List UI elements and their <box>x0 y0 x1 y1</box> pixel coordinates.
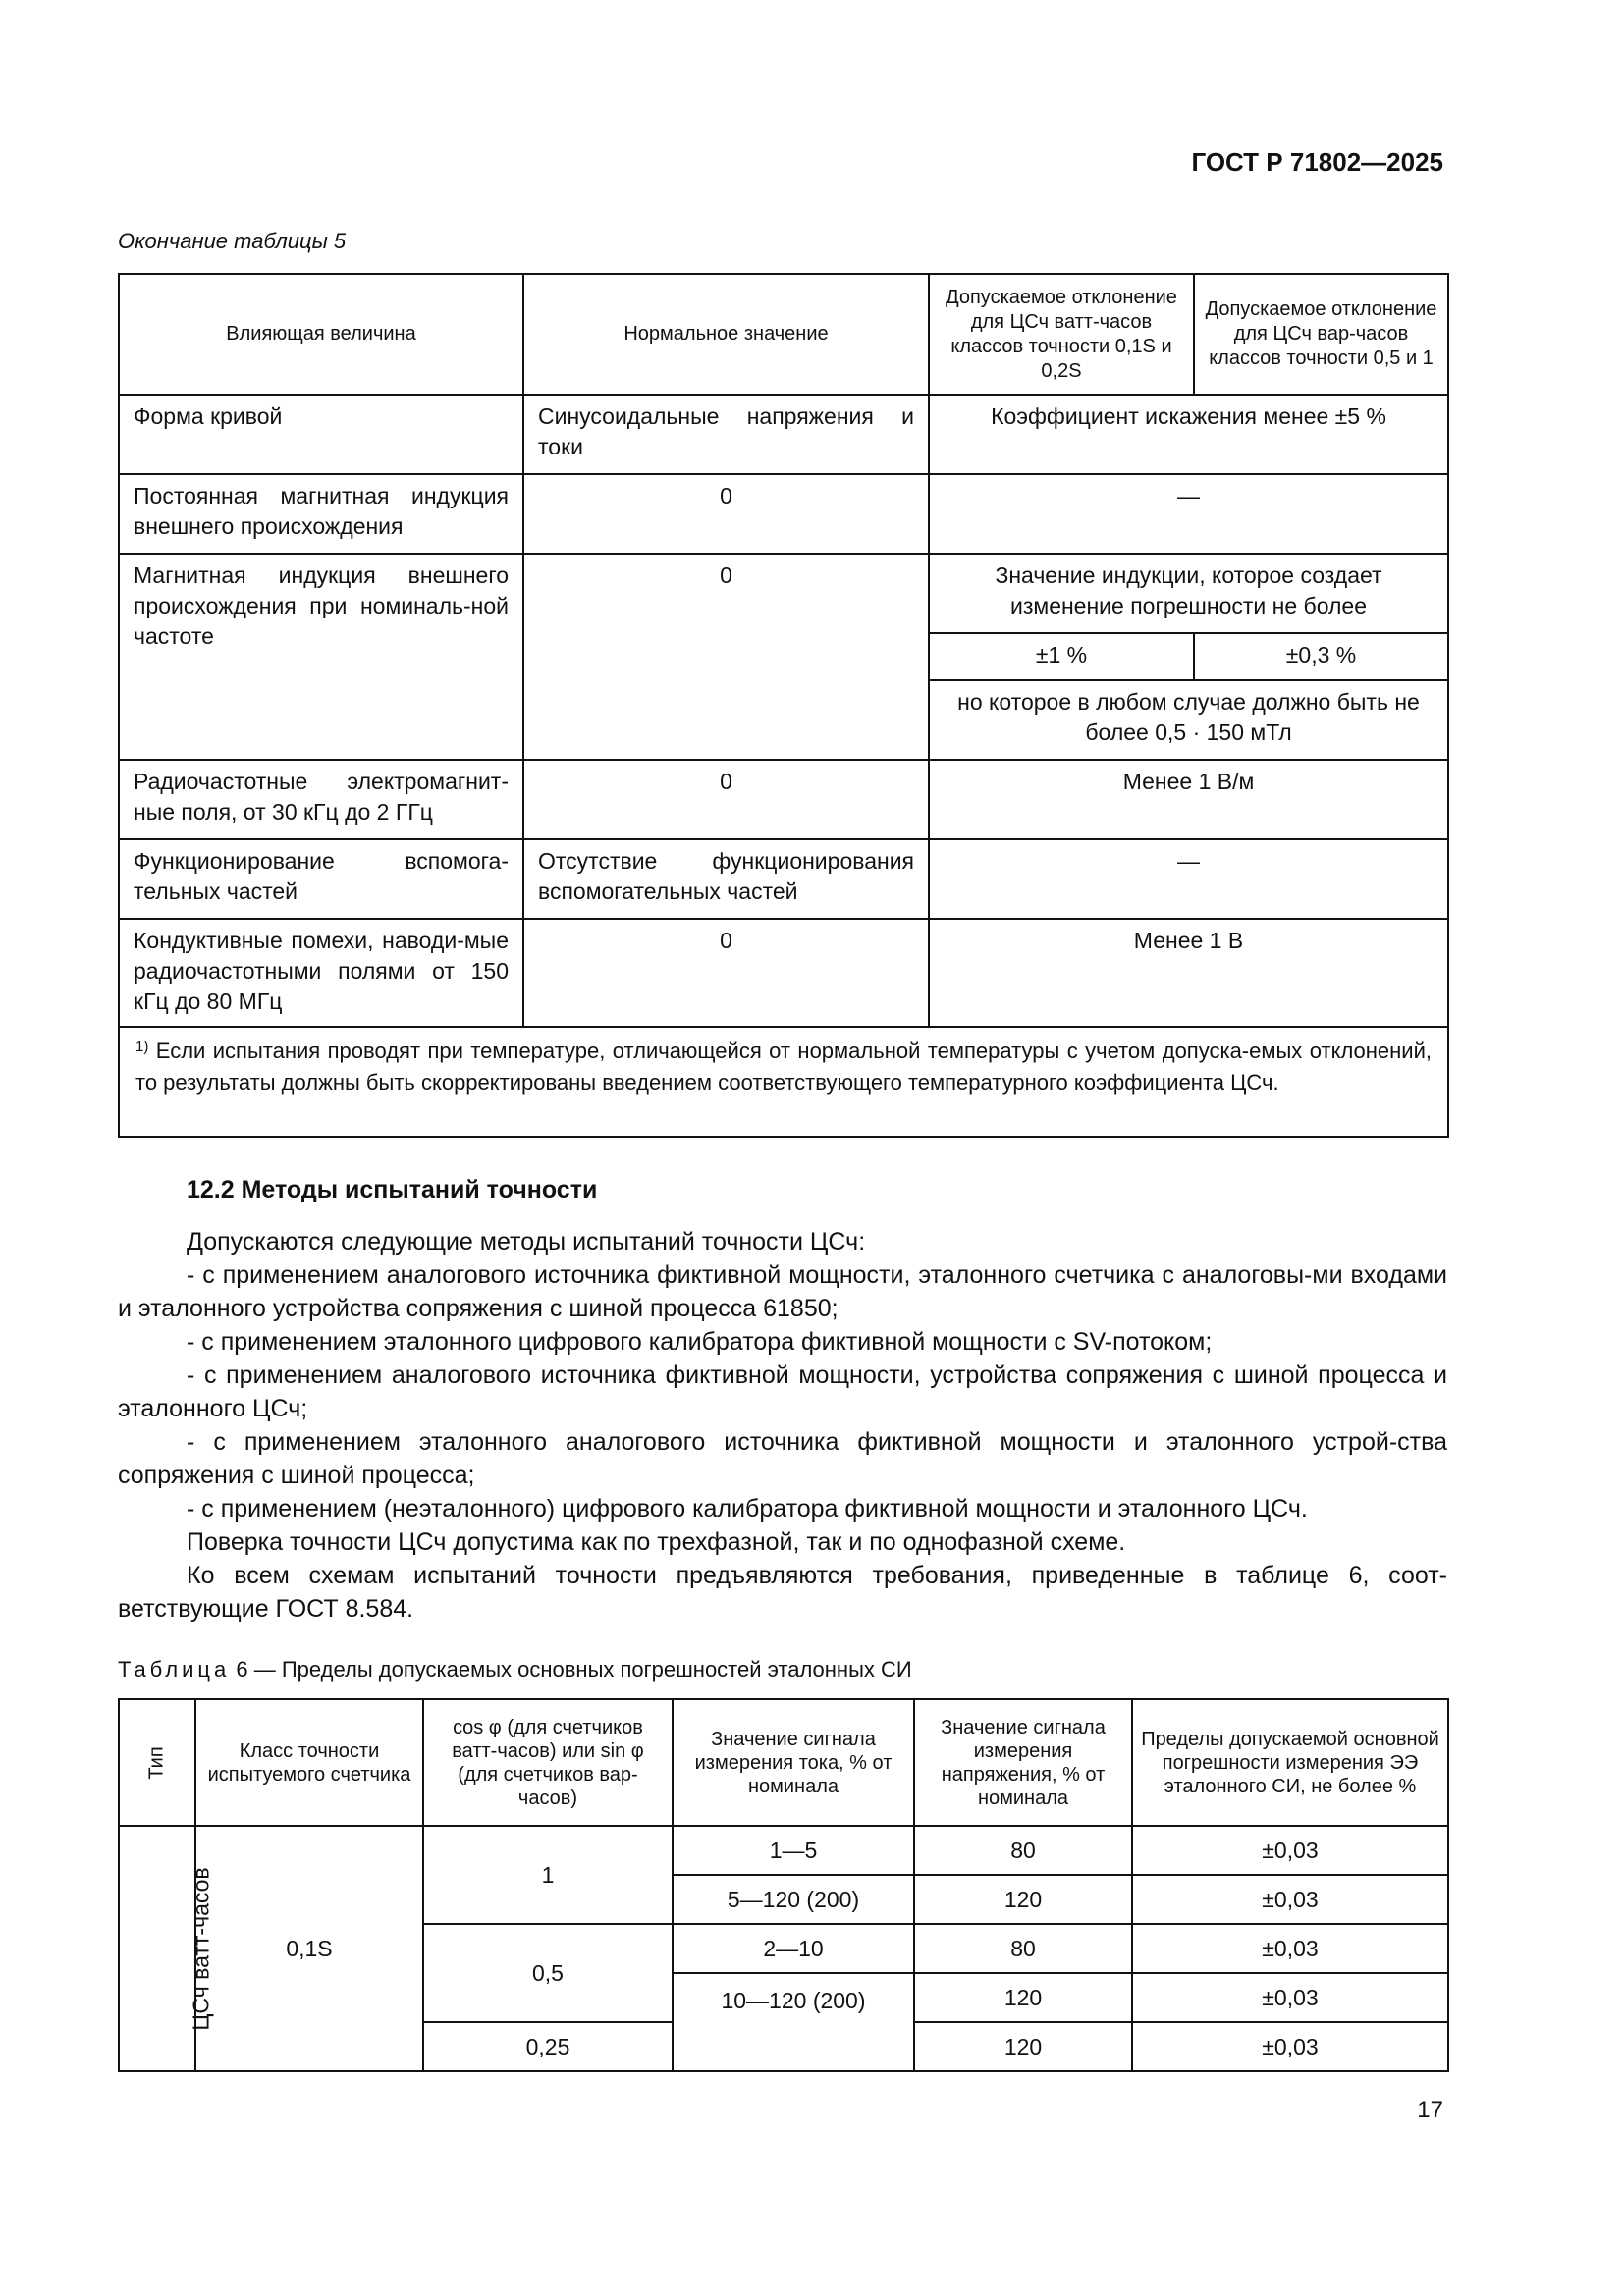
section-body <box>118 1225 1447 1626</box>
accuracy-class-cell: 0,1S <box>195 1826 423 2071</box>
error-limit-cell: ±0,03 <box>1132 1875 1448 1924</box>
current-cell: 5—120 (200) <box>673 1875 914 1924</box>
table5-header-row <box>119 274 1448 395</box>
factor-cell: Магнитная индукция внешнего происхождения при номиналь-ной частоте <box>119 554 523 760</box>
normal-value-cell: 0 <box>523 760 929 839</box>
list-item: - с применением аналогового источника фиктивной мощности, устройства сопряжения с шиной процесса и эталонного ЦСч; <box>118 1362 1447 1422</box>
voltage-cell: 80 <box>914 1826 1132 1875</box>
factor-cell: Функционирование вспомога-тельных частей <box>119 839 523 919</box>
table-row <box>119 554 1448 633</box>
deviation-cell: Коэффициент искажения менее ±5 % <box>929 395 1448 474</box>
cos-phi-cell: 0,5 <box>423 1924 673 2022</box>
page-number: 17 <box>1417 2097 1443 2123</box>
factor-cell: Радиочастотные электромагнит-ные поля, от 30 кГц до 2 ГГц <box>119 760 523 839</box>
table5-footnote-row <box>119 1027 1448 1137</box>
header-accuracy-class: Класс точности испытуемого счетчика <box>195 1699 423 1826</box>
current-cell: 2—10 <box>673 1924 914 1973</box>
table-row <box>119 395 1448 474</box>
table-5 <box>118 273 1449 1138</box>
header-factor: Влияющая величина <box>119 274 523 395</box>
table-row <box>119 474 1448 554</box>
table-title: 6 — Пределы допускаемых основных погрешностей эталонных СИ <box>236 1657 912 1682</box>
list-item: - с применением эталонного аналогового источника фиктивной мощности и эталонного устрой-ства сопряжения с шиной процесса; <box>118 1428 1447 1489</box>
paragraph: Допускаются следующие методы испытаний точности ЦСч: <box>187 1228 866 1255</box>
normal-value-cell: 0 <box>523 474 929 554</box>
deviation-cell: — <box>929 839 1448 919</box>
table-6 <box>118 1698 1449 2072</box>
table-row <box>119 760 1448 839</box>
voltage-cell: 80 <box>914 1924 1132 1973</box>
list-item: - с применением эталонного цифрового калибратора фиктивной мощности с SV-потоком; <box>187 1328 1213 1356</box>
deviation-cell: — <box>929 474 1448 554</box>
footnote-text: Если испытания проводят при температуре, отличающейся от нормальной температуры с учетом допуска-емых отклонений, то результаты должны быть скорректированы введением соответствующего температурного коэффициента ЦСч. <box>135 1039 1432 1095</box>
table6-header-row <box>119 1699 1448 1826</box>
normal-value-cell: 0 <box>523 554 929 760</box>
error-limit-cell: ±0,03 <box>1132 1826 1448 1875</box>
list-item: - с применением аналогового источника фиктивной мощности, эталонного счетчика с аналоговы-ми входами и эталонного устройства сопряжения с шиной процесса 61850; <box>118 1261 1447 1322</box>
section-heading: 12.2 Методы испытаний точности <box>187 1176 598 1203</box>
paragraph: Ко всем схемам испытаний точности предъявляются требования, приведенные в таблице 6, соот-ветствующие ГОСТ 8.584. <box>118 1562 1447 1623</box>
header-type-label: Тип <box>146 1745 168 1780</box>
deviation-cell: Менее 1 В <box>929 919 1448 1027</box>
table-6-caption <box>118 1657 912 1682</box>
table-continuation-caption: Окончание таблицы 5 <box>118 229 347 253</box>
cos-phi-cell: 0,25 <box>423 2022 673 2071</box>
header-type <box>119 1699 195 1826</box>
header-current-signal: Значение сигнала измерения тока, % от номинала <box>673 1699 914 1826</box>
header-error-limit: Пределы допускаемой основной погрешности измерения ЭЭ эталонного СИ, не более % <box>1132 1699 1448 1826</box>
current-cell: 1—5 <box>673 1826 914 1875</box>
error-limit-cell: ±0,03 <box>1132 1924 1448 1973</box>
table-row <box>119 1826 1448 1875</box>
header-deviation-var: Допускаемое отклонение для ЦСч вар-часов классов точности 0,5 и 1 <box>1194 274 1448 395</box>
normal-value-cell: 0 <box>523 919 929 1027</box>
deviation-cell: но которое в любом случае должно быть не более 0,5 · 150 мТл <box>929 680 1448 760</box>
error-limit-cell: ±0,03 <box>1132 2022 1448 2071</box>
voltage-cell: 120 <box>914 2022 1132 2071</box>
cos-phi-cell: 1 <box>423 1826 673 1924</box>
header-voltage-signal: Значение сигнала измерения напряжения, % от номинала <box>914 1699 1132 1826</box>
list-item: - с применением (неэталонного) цифрового калибратора фиктивной мощности и эталонного ЦСч. <box>187 1495 1308 1522</box>
factor-cell: Форма кривой <box>119 395 523 474</box>
normal-value-cell: Отсутствие функционирования вспомогательных частей <box>523 839 929 919</box>
deviation-var-cell: ±0,3 % <box>1194 633 1448 680</box>
table-label: Таблица <box>118 1657 231 1682</box>
type-cell <box>119 1826 214 2071</box>
footnote-mark: 1) <box>135 1039 149 1055</box>
header-normal-value: Нормальное значение <box>523 274 929 395</box>
voltage-cell: 120 <box>914 1973 1132 2022</box>
factor-cell: Кондуктивные помехи, наводи-мые радиочастотными полями от 150 кГц до 80 МГц <box>119 919 523 1027</box>
header-deviation-watt: Допускаемое отклонение для ЦСч ватт-часов классов точности 0,1S и 0,2S <box>929 274 1194 395</box>
factor-cell: Постоянная магнитная индукция внешнего происхождения <box>119 474 523 554</box>
current-cell: 10—120 (200) <box>673 1973 914 2071</box>
header-cos-phi: cos φ (для счетчиков ватт-часов) или sin φ (для счетчиков вар-часов) <box>423 1699 673 1826</box>
type-value: ЦСч ватт-часов <box>188 1866 214 2031</box>
deviation-watt-cell: ±1 % <box>929 633 1194 680</box>
normal-value-cell: Синусоидальные напряжения и токи <box>523 395 929 474</box>
table-row <box>119 839 1448 919</box>
deviation-cell: Менее 1 В/м <box>929 760 1448 839</box>
table5-footnote <box>119 1027 1448 1137</box>
deviation-cell: Значение индукции, которое создает изменение погрешности не более <box>929 554 1448 633</box>
paragraph: Поверка точности ЦСч допустима как по трехфазной, так и по однофазной схеме. <box>187 1528 1126 1556</box>
document-header: ГОСТ Р 71802—2025 <box>1191 147 1443 177</box>
table-row <box>119 919 1448 1027</box>
voltage-cell: 120 <box>914 1875 1132 1924</box>
error-limit-cell: ±0,03 <box>1132 1973 1448 2022</box>
